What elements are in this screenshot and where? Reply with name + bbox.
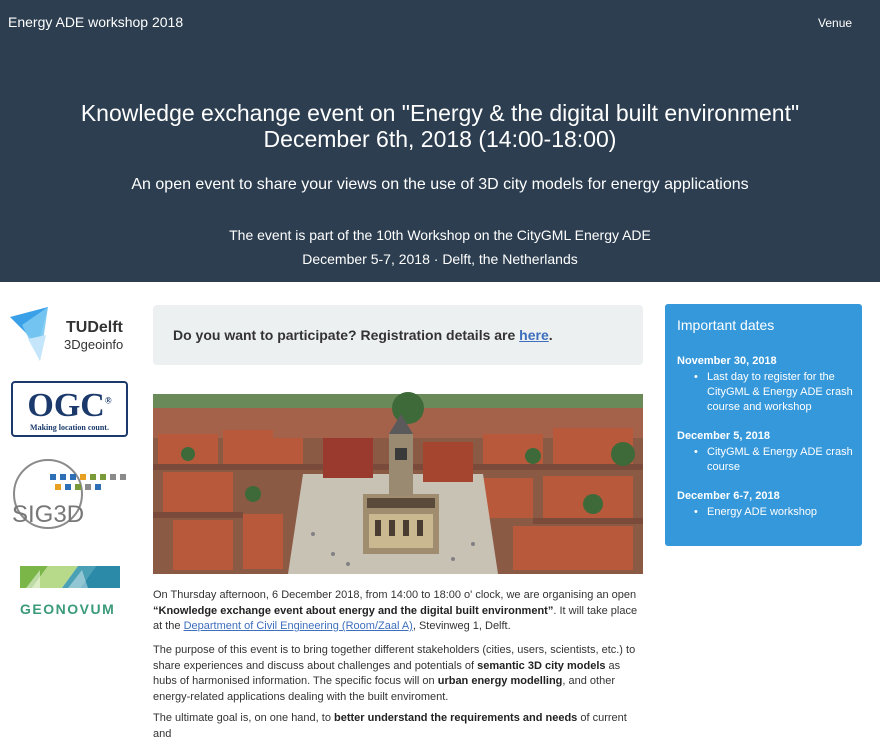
nav-venue-link[interactable]: Venue — [818, 16, 853, 30]
goal-text-c: of current and — [153, 712, 627, 740]
tudelft-logo-sub: 3Dgeoinfo — [64, 337, 124, 352]
hero-location-line: December 5-7, 2018 · Delft, the Netherlands — [302, 251, 578, 267]
date-item-line: course and workshop — [707, 401, 812, 413]
purpose-text-c: as hubs of harmonised information. The specific focus will on — [153, 659, 621, 687]
bullet-icon: • — [694, 506, 698, 518]
bullet-icon: • — [694, 446, 698, 458]
ogc-logo[interactable] — [11, 381, 128, 437]
intro-text-d: , Stevinweg 1, Delft. — [412, 620, 511, 632]
date-item-line: CityGML & Energy ADE crash — [707, 446, 853, 458]
important-dates-panel — [665, 304, 862, 546]
goal-paragraph — [153, 711, 643, 742]
important-dates-title: Important dates — [677, 317, 775, 333]
date-item-line: Energy ADE workshop — [707, 506, 818, 518]
page-title-date: December 6th, 2018 (14:00-18:00) — [263, 126, 617, 152]
date-heading: December 5, 2018 — [677, 430, 770, 442]
intro-text-c: . It will take place at the — [153, 604, 638, 632]
delft-aerial-photo — [153, 394, 643, 574]
registration-link[interactable]: here — [519, 327, 549, 343]
ogc-logo-text: OGC — [27, 387, 105, 424]
page-subtitle: An open event to share your views on the use of 3D city models for energy applications — [131, 176, 749, 193]
registration-alert-end: . — [548, 327, 553, 343]
hero-workshop-line: The event is part of the 10th Workshop on the CityGML Energy ADE — [229, 227, 651, 243]
purpose-text-e: , and other energy-related applications dealing with the built enviroment. — [153, 675, 615, 703]
ogc-logo-tagline: Making location count. — [30, 423, 109, 432]
venue-link[interactable]: Department of Civil Engineering (Room/Zaal A) — [183, 620, 413, 632]
intro-text-a: On Thursday afternoon, 6 December 2018, from 14:00 to 18:00 o' clock, we are organising an open — [153, 589, 637, 601]
date-item-line: course — [707, 461, 741, 473]
purpose-text-d: urban energy modelling — [437, 675, 563, 687]
registration-alert-text: Do you want to participate? Registration details are — [173, 327, 520, 343]
bullet-icon: • — [694, 371, 698, 383]
registration-alert — [153, 305, 643, 365]
purpose-text-a: The purpose of this event is to bring together different stakeholders (cities, users, scientists, etc.) to share experiences and discuss about challenges and potentials of — [153, 644, 636, 672]
page-header — [0, 0, 880, 282]
sig3d-logo[interactable] — [8, 458, 130, 530]
brand-link[interactable]: Energy ADE workshop 2018 — [8, 14, 184, 30]
ogc-logo-reg: ® — [104, 395, 112, 406]
goal-text-a: The ultimate goal is, on one hand, to — [153, 712, 335, 724]
tudelft-logo-main: TUDelft — [66, 319, 123, 336]
tudelft-logo[interactable] — [8, 305, 128, 363]
geonovum-logo-text: GEONOVUM — [20, 601, 116, 617]
page-title: Knowledge exchange event on "Energy & the digital built environment" — [80, 100, 800, 126]
event-name: “Knowledge exchange event about energy and the digital built environment” — [153, 604, 554, 617]
geonovum-logo[interactable] — [18, 562, 122, 620]
date-heading: December 6-7, 2018 — [677, 490, 780, 502]
date-item-line: CityGML & Energy ADE crash — [707, 386, 853, 398]
sig3d-logo-text: SIG3D — [12, 501, 85, 528]
purpose-text-b: semantic 3D city models — [477, 659, 606, 672]
intro-paragraph — [153, 588, 643, 635]
purpose-paragraph — [153, 643, 643, 705]
date-heading: November 30, 2018 — [677, 355, 777, 367]
goal-text-b: better understand the requirements and needs — [334, 712, 578, 724]
date-item-line: Last day to register for the — [707, 371, 835, 383]
